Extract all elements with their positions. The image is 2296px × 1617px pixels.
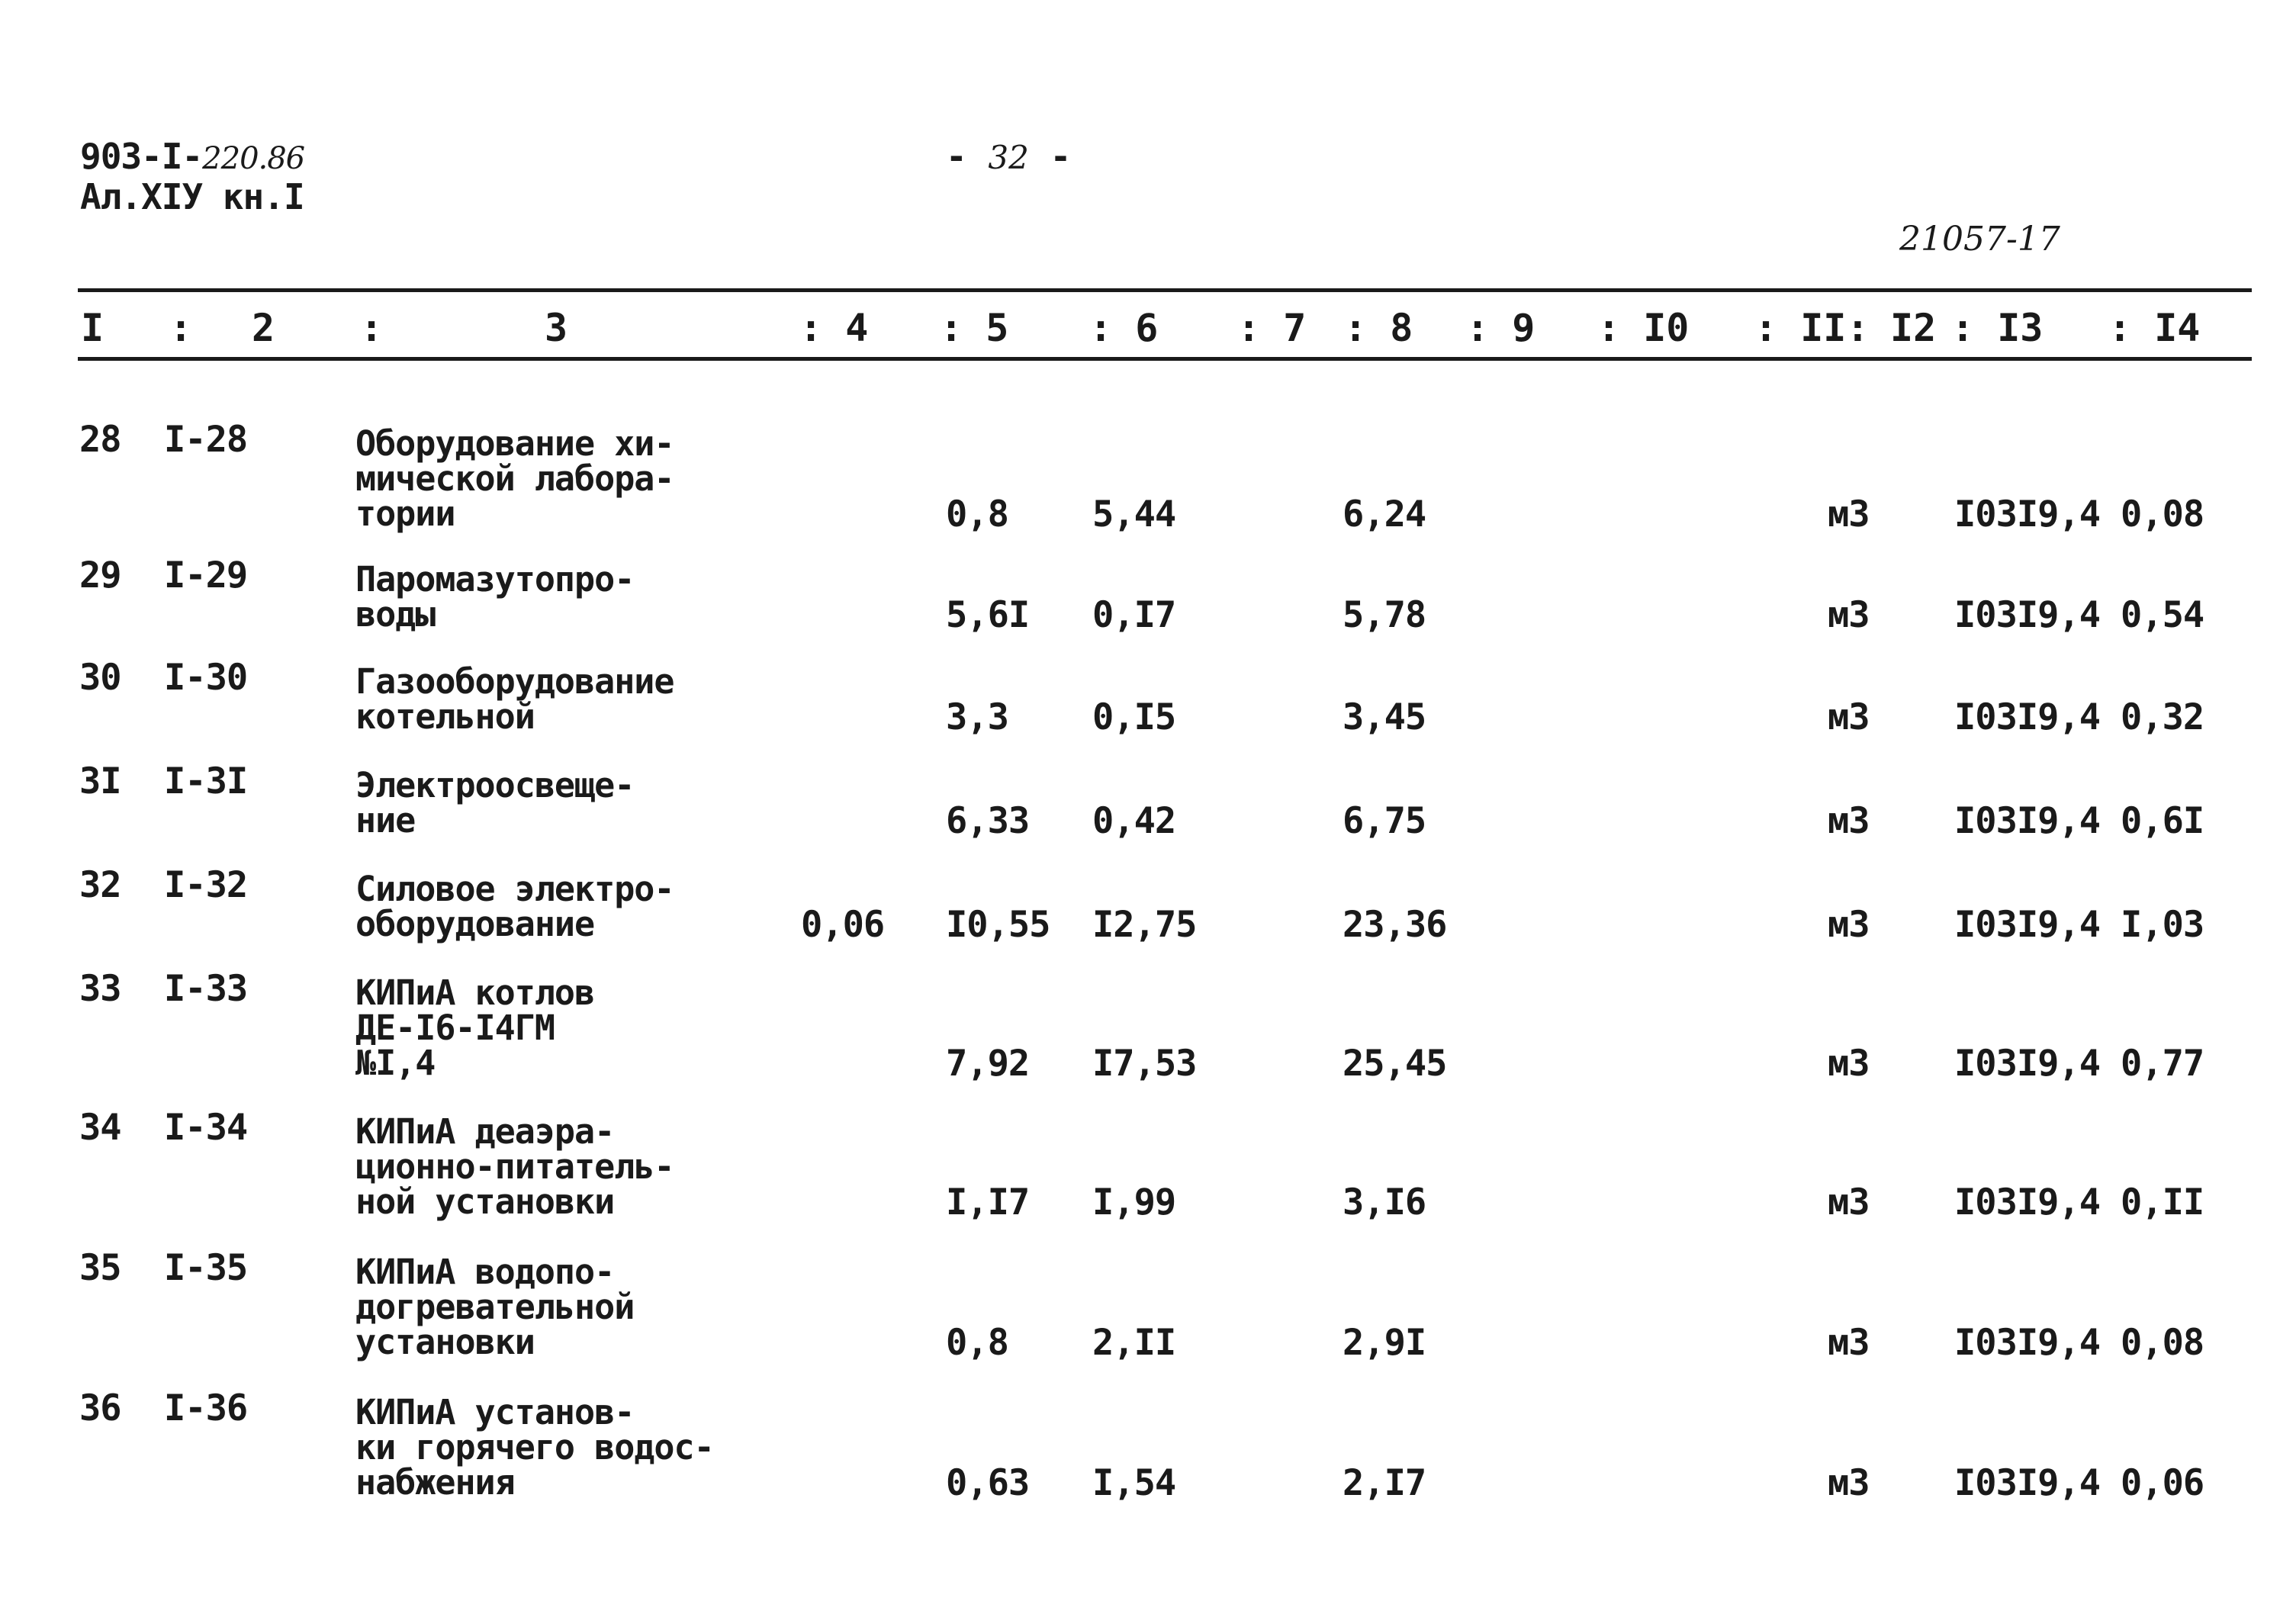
cell-col-13: I03I9,4 [1954,594,2101,636]
cell-col-8: 3,I6 [1343,1181,1426,1223]
cell-unit: м3 [1828,493,1870,535]
cell-col-4: 0,06 [801,904,885,946]
cell-col-14: 0,54 [2121,594,2204,636]
document-code-handwritten: 220.86 [202,141,305,176]
cell-col-6: 2,II [1092,1322,1176,1364]
cell-col-14: 0,08 [2121,493,2204,535]
cell-col-6: I,99 [1092,1181,1176,1223]
cell-name-line: тории [355,493,455,534]
cell-col-5: 0,8 [946,493,1008,535]
cell-name-line: установки [355,1322,535,1362]
page-dash-left: - [946,136,967,177]
cell-col-5: 0,63 [946,1462,1030,1504]
page-number-block [946,136,1071,177]
cell-col-5: 6,33 [946,800,1030,842]
column-header: : [360,306,384,350]
column-header: : 8 [1344,306,1413,350]
cell-col-8: 2,9I [1343,1322,1426,1364]
cell-col-5: 3,3 [946,696,1008,738]
cell-col-5: 5,6I [946,594,1030,636]
cell-name-line: оборудование [355,904,595,944]
cell-col-5: I0,55 [946,904,1050,946]
cell-position-code: I-35 [164,1247,248,1289]
cell-name-line: КИПиА деаэра- [355,1111,615,1152]
cell-col-14: 0,77 [2121,1043,2204,1085]
cell-position-code: I-29 [164,555,248,596]
header-rule-top [78,288,2252,292]
cell-unit: м3 [1828,594,1870,636]
column-header: 3 [545,306,568,350]
cell-col-14: 0,08 [2121,1322,2204,1364]
document-code-line1 [80,137,304,178]
column-header: : I3 [1951,306,2044,350]
cell-row-number: 36 [79,1387,121,1429]
cell-col-14: 0,6I [2121,800,2204,842]
cell-position-code: I-28 [164,419,248,461]
column-header: : 5 [940,306,1009,350]
cell-col-6: 0,I5 [1092,696,1176,738]
cell-name-line: воды [355,594,436,635]
cell-col-8: 6,75 [1343,800,1426,842]
cell-name-line: Силовое электро- [355,869,674,909]
cell-col-8: 6,24 [1343,493,1426,535]
page-dash-right: - [1050,136,1072,177]
cell-name-line: Паромазутопро- [355,559,635,600]
cell-name-line: КИПиА водопо- [355,1252,615,1292]
cell-position-code: I-33 [164,968,248,1010]
header-rule-bottom [78,357,2252,361]
cell-unit: м3 [1828,1043,1870,1085]
cell-col-13: I03I9,4 [1954,1462,2101,1504]
cell-col-6: 5,44 [1092,493,1176,535]
cell-name-line: ционно-питатель- [355,1146,674,1187]
cell-name-line: КИПиА установ- [355,1392,635,1432]
cell-col-14: I,03 [2121,904,2204,946]
cell-col-6: I7,53 [1092,1043,1197,1085]
cell-unit: м3 [1828,696,1870,738]
column-header: : 4 [799,306,869,350]
cell-col-13: I03I9,4 [1954,1181,2101,1223]
column-header: 2 [252,306,275,350]
cell-name-line: Электроосвеще- [355,765,635,805]
cell-name-line: набжения [355,1462,515,1503]
cell-col-13: I03I9,4 [1954,800,2101,842]
cell-name-line: ДЕ-I6-I4ГМ [355,1008,555,1048]
cell-col-8: 2,I7 [1343,1462,1426,1504]
cell-unit: м3 [1828,800,1870,842]
cell-position-code: I-36 [164,1387,248,1429]
cell-col-5: 7,92 [946,1043,1030,1085]
cell-position-code: I-30 [164,657,248,699]
document-code-print: 903-I- [80,136,203,177]
cell-position-code: I-34 [164,1107,248,1149]
cell-unit: м3 [1828,1322,1870,1364]
cell-name-line: ной установки [355,1181,615,1222]
cell-row-number: 3I [79,760,121,802]
cell-col-8: 3,45 [1343,696,1426,738]
cell-col-8: 23,36 [1343,904,1447,946]
archive-number: 21057-17 [1899,220,2060,259]
cell-name-line: котельной [355,696,535,737]
cell-col-5: 0,8 [946,1322,1008,1364]
cell-col-13: I03I9,4 [1954,493,2101,535]
cell-col-6: 0,42 [1092,800,1176,842]
cell-row-number: 33 [79,968,121,1010]
cell-row-number: 29 [79,555,121,596]
cell-col-13: I03I9,4 [1954,1043,2101,1085]
cell-col-5: I,I7 [946,1181,1030,1223]
cell-row-number: 30 [79,657,121,699]
column-header: : 9 [1466,306,1535,350]
cell-col-8: 5,78 [1343,594,1426,636]
cell-col-14: 0,06 [2121,1462,2204,1504]
cell-col-6: I,54 [1092,1462,1176,1504]
cell-col-6: 0,I7 [1092,594,1176,636]
column-header: I [81,306,105,350]
cell-name-line: ки горячего водос- [355,1427,714,1468]
cell-col-8: 25,45 [1343,1043,1447,1085]
column-header: : 7 [1237,306,1307,350]
cell-col-13: I03I9,4 [1954,1322,2101,1364]
cell-name-line: мической лабора- [355,458,674,499]
cell-col-6: I2,75 [1092,904,1197,946]
cell-col-13: I03I9,4 [1954,696,2101,738]
cell-position-code: I-3I [164,760,248,802]
cell-name-line: ние [355,800,416,841]
cell-name-line: №I,4 [355,1043,436,1083]
column-header: : II: [1754,306,1870,350]
cell-unit: м3 [1828,1462,1870,1504]
cell-row-number: 28 [79,419,121,461]
cell-position-code: I-32 [164,864,248,906]
page-number: 32 [988,139,1029,176]
cell-name-line: Оборудование хи- [355,423,674,464]
cell-name-line: догревательной [355,1287,635,1327]
cell-unit: м3 [1828,1181,1870,1223]
cell-col-13: I03I9,4 [1954,904,2101,946]
column-header: : [169,306,193,350]
cell-col-14: 0,32 [2121,696,2204,738]
document-code-line2: Ал.XIУ кн.I [80,176,304,217]
document-code [80,137,304,216]
cell-unit: м3 [1828,904,1870,946]
cell-row-number: 32 [79,864,121,906]
cell-name-line: КИПиА котлов [355,972,595,1013]
cell-name-line: Газооборудование [355,661,674,702]
column-header: : I4 [2108,306,2201,350]
cell-row-number: 34 [79,1107,121,1149]
column-header: I2 [1890,306,1937,350]
cell-col-14: 0,II [2121,1181,2204,1223]
column-header: : 6 [1089,306,1159,350]
column-header: : I0 [1597,306,1690,350]
cell-row-number: 35 [79,1247,121,1289]
